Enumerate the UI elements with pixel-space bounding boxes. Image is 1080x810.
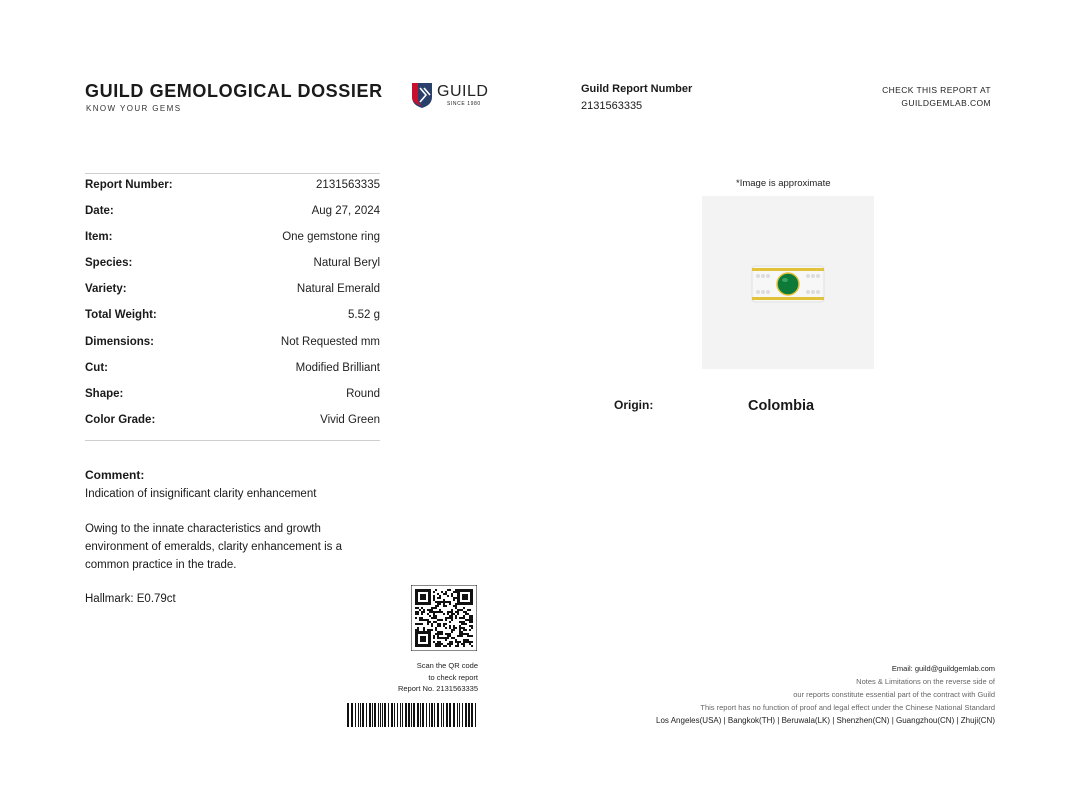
field-label: Report Number:: [85, 179, 173, 191]
field-row-item: [85, 231, 380, 257]
field-label: Color Grade:: [85, 413, 156, 426]
field-value: 2131563335: [316, 179, 380, 191]
field-row-shape: [85, 388, 380, 414]
field-label: Date:: [85, 205, 114, 218]
barcode: [346, 703, 478, 727]
field-label: Total Weight:: [85, 309, 157, 322]
report-number-value: 2131563335: [581, 100, 643, 112]
field-value: Natural Emerald: [296, 283, 380, 296]
qr-caption-line-3: Report No. 2131563335: [397, 684, 478, 693]
field-list: [85, 179, 380, 440]
logo-name: GUILD: [437, 82, 489, 100]
field-row-date: [85, 205, 380, 231]
qr-caption-line-2: to check report: [428, 672, 478, 682]
dossier-title: GUILD GEMOLOGICAL DOSSIER: [85, 81, 383, 101]
qr-code-icon: [411, 585, 477, 651]
origin-label: Origin:: [614, 398, 654, 412]
tagline: KNOW YOUR GEMS: [86, 104, 182, 113]
comment-text: Indication of insignificant clarity enhancement: [85, 488, 317, 500]
field-value: Round: [346, 387, 380, 400]
field-value: Not Requested mm: [280, 335, 380, 348]
field-value: Modified Brilliant: [295, 361, 380, 374]
field-row-cut: [85, 362, 380, 388]
guild-logo: [411, 81, 488, 109]
footer-line-3: This report has no function of proof and legal effect under the Chinese National Standard: [700, 703, 995, 712]
barcode-icon: [346, 703, 478, 727]
image-note: *Image is approximate: [736, 178, 831, 189]
hallmark: Hallmark: E0.79ct: [85, 593, 176, 605]
bottom-divider: [85, 440, 380, 441]
ring-image: [702, 196, 874, 369]
check-report-link[interactable]: [882, 84, 991, 110]
check-line-1: CHECK THIS REPORT AT: [882, 85, 991, 95]
footer-email: Email: guild@guildgemlab.com: [891, 664, 995, 673]
footer-cities: Los Angeles(USA) | Bangkok(TH) | Beruwala(LK) | Shenzhen(CN) | Guangzhou(CN) | Zhuji(CN): [656, 716, 995, 725]
field-label: Shape:: [85, 387, 124, 400]
report-number-label: Guild Report Number: [581, 83, 693, 95]
comment-label: Comment:: [85, 468, 145, 482]
footer: [656, 662, 995, 727]
field-row-total-weight: [85, 309, 380, 335]
field-row-species: [85, 257, 380, 283]
field-row-color-grade: [85, 414, 380, 440]
qr-caption-line-1: Scan the QR code: [416, 661, 478, 670]
qr-caption: [370, 660, 478, 695]
field-value: Vivid Green: [320, 413, 380, 426]
field-row-variety: [85, 283, 380, 309]
field-value: Aug 27, 2024: [311, 205, 380, 218]
top-divider: [85, 173, 380, 174]
field-value: Natural Beryl: [313, 257, 380, 270]
field-value: 5.52 g: [348, 309, 380, 322]
field-label: Dimensions:: [85, 335, 155, 348]
enhancement-note: Owing to the innate characteristics and growth environment of emeralds, clarity enhancement is a common practice in the trade.: [85, 523, 342, 571]
field-label: Item:: [85, 231, 113, 244]
field-row-dimensions: [85, 336, 380, 362]
qr-code[interactable]: [411, 585, 477, 651]
origin-value: Colombia: [748, 398, 815, 414]
field-value: One gemstone ring: [282, 231, 380, 244]
ring-photo: [702, 196, 874, 369]
footer-line-2: our reports constitute essential part of the contract with Guild: [793, 690, 995, 699]
shield-logo-icon: [411, 81, 433, 109]
field-row-report-number: [85, 179, 380, 205]
check-line-2: GUILDGEMLAB.COM: [901, 98, 991, 108]
footer-line-1: Notes & Limitations on the reverse side of: [856, 677, 995, 686]
field-label: Variety:: [85, 283, 127, 296]
field-label: Species:: [85, 257, 133, 270]
field-label: Cut:: [85, 361, 108, 374]
logo-since: SINCE 1980: [447, 100, 481, 107]
